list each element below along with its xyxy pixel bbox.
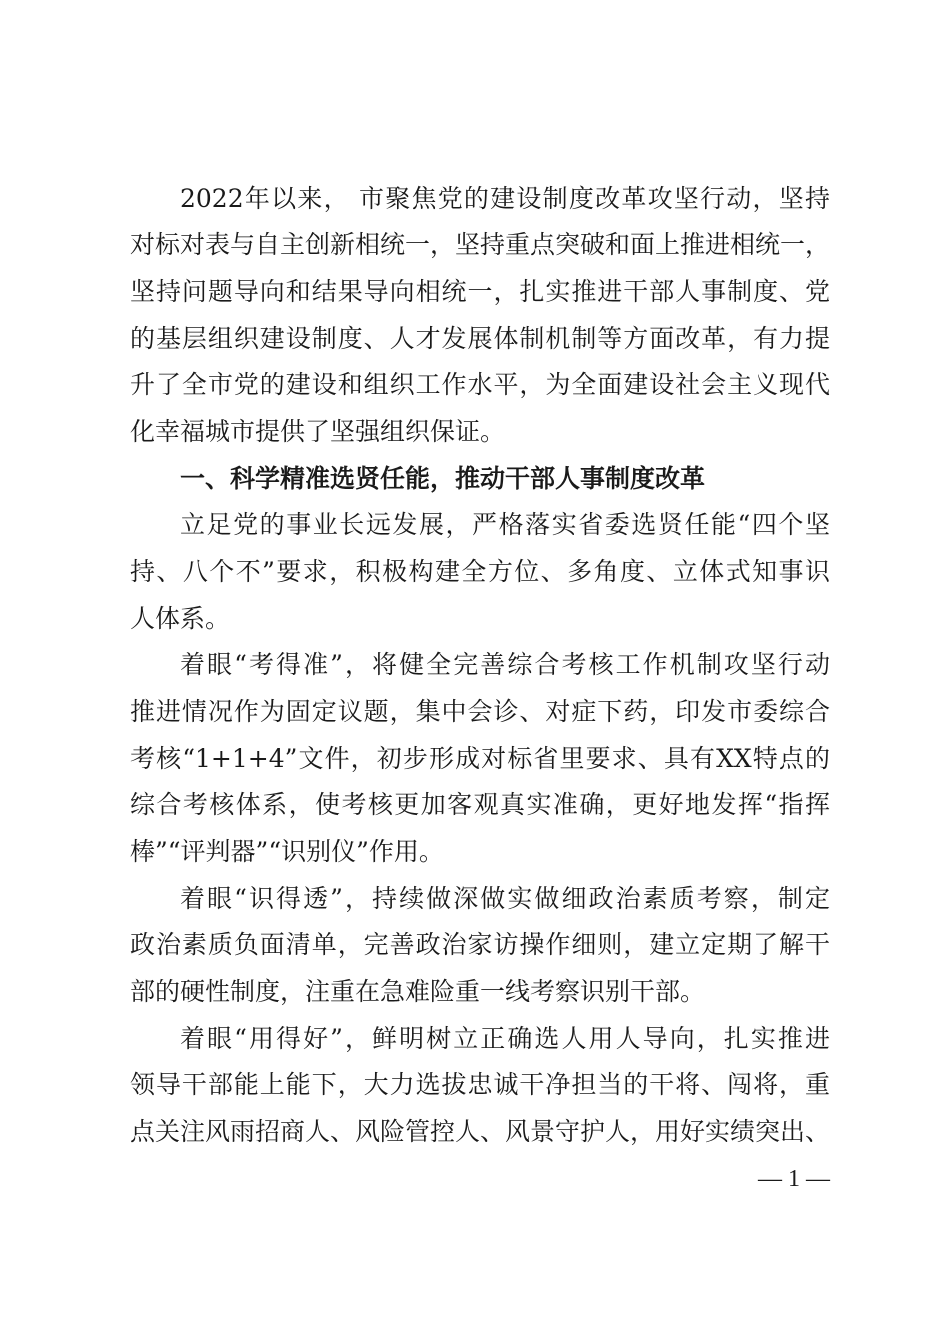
paragraph-3-line-5: 棒”“评判器”“识别仪”作用。	[130, 837, 444, 866]
paragraph-2-line-2: 持、八个不”要求，积极构建全方位、多角度、立体式知事识	[130, 557, 830, 586]
paragraph-1-line-5: 升了全市党的建设和组织工作水平，为全面建设社会主义现代	[130, 370, 830, 399]
paragraph-3-line-4: 综合考核体系，使考核更加客观真实准确，更好地发挥“指挥	[130, 790, 830, 819]
section-heading-1: 一、科学精准选贤任能，推动干部人事制度改革	[180, 464, 706, 493]
paragraph-1-line-2: 对标对表与自主创新相统一，坚持重点突破和面上推进相统一，	[130, 230, 831, 259]
paragraph-4-line-1: 着眼“识得透”，持续做深做实做细政治素质考察，制定	[180, 884, 830, 913]
paragraph-3-line-3: 考核“1+1+4”文件，初步形成对标省里要求、具有XX特点的	[130, 744, 830, 773]
paragraph-1-line-6: 化幸福城市提供了坚强组织保证。	[130, 417, 506, 446]
paragraph-5-line-1: 着眼“用得好”，鲜明树立正确选人用人导向，扎实推进	[180, 1024, 830, 1053]
paragraph-4-line-2: 政治素质负面清单，完善政治家访操作细则，建立定期了解干	[130, 930, 830, 959]
paragraph-4-line-3: 部的硬性制度，注重在急难险重一线考察识别干部。	[130, 977, 706, 1006]
paragraph-1-line-1: 2022年以来， 市聚焦党的建设制度改革攻坚行动，坚持	[180, 184, 830, 213]
paragraph-1-line-4: 的基层组织建设制度、人才发展体制机制等方面改革，有力提	[130, 324, 830, 353]
page-number: — 1 —	[758, 1166, 830, 1192]
paragraph-2-line-1: 立足党的事业长远发展，严格落实省委选贤任能“四个坚	[180, 510, 830, 539]
paragraph-3-line-2: 推进情况作为固定议题，集中会诊、对症下药，印发市委综合	[130, 697, 830, 726]
paragraph-5-line-2: 领导干部能上能下，大力选拔忠诚干净担当的干将、闯将，重	[130, 1070, 830, 1099]
paragraph-1-line-3: 坚持问题导向和结果导向相统一，扎实推进干部人事制度、党	[130, 277, 830, 306]
paragraph-3-line-1: 着眼“考得准”，将健全完善综合考核工作机制攻坚行动	[180, 650, 830, 679]
paragraph-5-line-3: 点关注风雨招商人、风险管控人、风景守护人，用好实绩突出、	[130, 1117, 831, 1146]
paragraph-2-line-3: 人体系。	[130, 604, 231, 633]
